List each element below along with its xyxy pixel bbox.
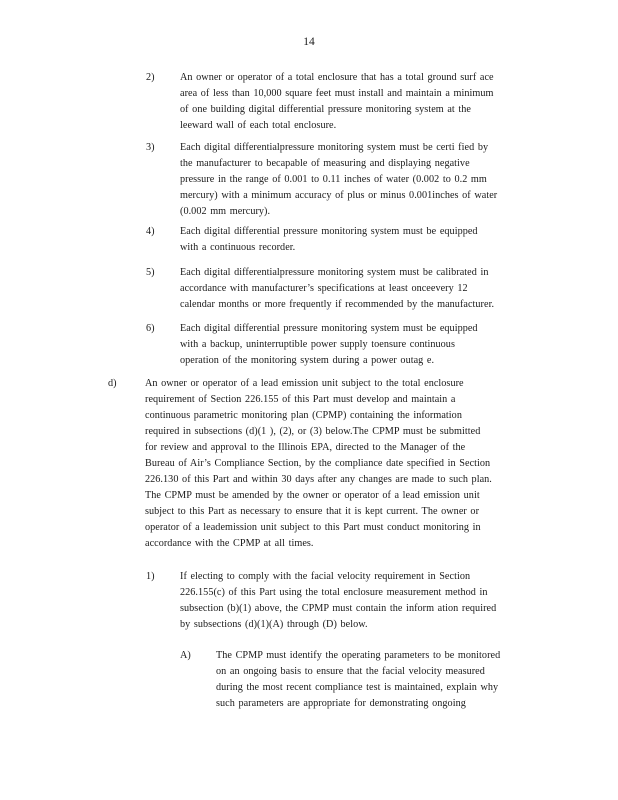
text-line: The CPMP must identify the operating parameters to be monitored xyxy=(216,650,501,661)
item-text xyxy=(180,70,536,134)
item-text xyxy=(180,569,536,633)
subsection-d1a xyxy=(180,648,540,714)
item-text xyxy=(180,321,536,369)
text-line: 226.130 of this Part and within 30 days after any changes are made to such plan. xyxy=(145,474,492,485)
text-line: (0.002 mm mercury). xyxy=(180,206,271,217)
list-item xyxy=(146,140,536,222)
item-marker: 4) xyxy=(146,226,155,237)
text-line: during the most recent compliance test is maintained, explain why xyxy=(216,682,499,693)
text-line: pressure in the range of 0.001 to 0.11 inches of water (0.002 to 0.2 mm xyxy=(180,174,487,185)
subsection-d1 xyxy=(146,569,536,635)
list-item xyxy=(146,70,536,136)
text-line: required in subsections (d)(1 ), (2), or (3) below.The CPMP must be submitted xyxy=(145,426,481,437)
text-line: leeward wall of each total enclosure. xyxy=(180,120,337,131)
item-text xyxy=(180,224,536,256)
list-item xyxy=(146,265,536,315)
text-line: operator of a leademission unit subject to this Part must conduct monitoring in xyxy=(145,522,481,533)
list-item xyxy=(146,224,536,258)
text-line: Each digital differential pressure monitoring system must be equipped xyxy=(180,323,478,334)
section-d xyxy=(108,376,538,554)
text-line: with a backup, uninterruptible power supply toensure continuous xyxy=(180,339,455,350)
text-line: continuous parametric monitoring plan (CPMP) containing the information xyxy=(145,410,462,421)
text-line: such parameters are appropriate for demonstrating ongoing xyxy=(216,698,466,709)
text-line: Each digital differentialpressure monitoring system must be certi fied by xyxy=(180,142,489,153)
text-line: The CPMP must be amended by the owner or operator of a lead emission unit xyxy=(145,490,480,501)
text-line: An owner or operator of a lead emission unit subject to the total enclosure xyxy=(145,378,464,389)
text-line: with a continuous recorder. xyxy=(180,242,296,253)
text-line: requirement of Section 226.155 of this Part must develop and maintain a xyxy=(145,394,456,405)
text-line: the manufacturer to becapable of measuring and displaying negative xyxy=(180,158,470,169)
text-line: calendar months or more frequently if recommended by the manufacturer. xyxy=(180,299,495,310)
text-line: for review and approval to the Illinois EPA, directed to the Manager of the xyxy=(145,442,466,453)
text-line: subsection (b)(1) above, the CPMP must contain the inform ation required xyxy=(180,603,497,614)
text-line: of one building digital differential pressure monitoring system at the xyxy=(180,104,471,115)
item-text xyxy=(216,648,540,712)
text-line: Each digital differentialpressure monitoring system must be calibrated in xyxy=(180,267,489,278)
text-line: on an ongoing basis to ensure that the facial velocity measured xyxy=(216,666,485,677)
item-marker: 6) xyxy=(146,323,155,334)
item-marker: 3) xyxy=(146,142,155,153)
item-marker: A) xyxy=(180,650,191,661)
item-marker: 5) xyxy=(146,267,155,278)
text-line: accordance with the CPMP at all times. xyxy=(145,538,314,549)
text-line: accordance with manufacturer’s specifications at least onceevery 12 xyxy=(180,283,468,294)
text-line: Each digital differential pressure monitoring system must be equipped xyxy=(180,226,478,237)
item-text xyxy=(180,265,536,313)
text-line: area of less than 10,000 square feet must install and maintain a minimum xyxy=(180,88,494,99)
text-line: operation of the monitoring system during a power outag e. xyxy=(180,355,435,366)
item-marker: 1) xyxy=(146,571,155,582)
text-line: 226.155(c) of this Part using the total enclosure measurement method in xyxy=(180,587,488,598)
page-number: 14 xyxy=(303,36,315,48)
section-marker: d) xyxy=(108,378,117,389)
text-line: by subsections (d)(1)(A) through (D) below. xyxy=(180,619,368,630)
list-item xyxy=(146,321,536,371)
item-marker: 2) xyxy=(146,72,155,83)
item-text xyxy=(180,140,536,220)
text-line: Bureau of Air’s Compliance Section, by the compliance date specified in Section xyxy=(145,458,491,469)
text-line: subject to this Part as necessary to ensure that it is kept current. The owner or xyxy=(145,506,480,517)
text-line: mercury) with a minimum accuracy of plus or minus 0.001inches of water xyxy=(180,190,498,201)
section-text xyxy=(145,376,538,552)
text-line: If electing to comply with the facial velocity requirement in Section xyxy=(180,571,471,582)
text-line: An owner or operator of a total enclosure that has a total ground surf ace xyxy=(180,72,494,83)
